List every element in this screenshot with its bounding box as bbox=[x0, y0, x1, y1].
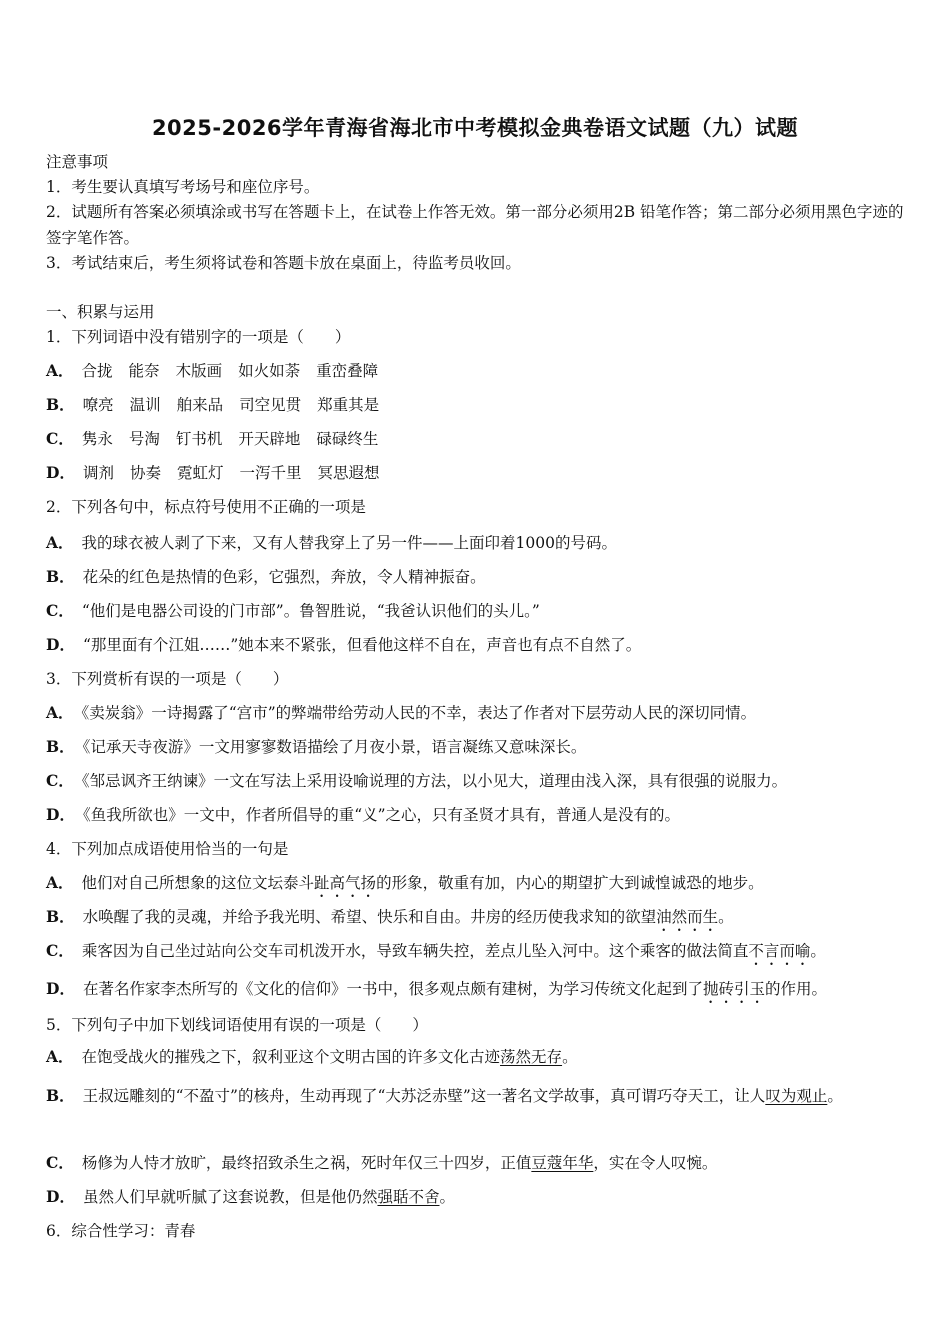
option-letter: D． bbox=[46, 635, 75, 654]
dotted-idiom: 趾高气扬 bbox=[314, 874, 377, 892]
option-text: “那里面有个江姐……”她本来不紧张，但看他这样不自在，声音也有点不自然了。 bbox=[82, 636, 642, 654]
option-row bbox=[46, 1047, 578, 1067]
option-text: 。 bbox=[810, 942, 826, 960]
option-row bbox=[46, 737, 586, 757]
option-letter: A． bbox=[46, 1047, 74, 1066]
option-row bbox=[46, 1187, 455, 1207]
option-letter: D． bbox=[46, 463, 75, 482]
option-letter: B． bbox=[46, 567, 75, 586]
option-letter: B． bbox=[46, 1086, 75, 1105]
option-text: 《卖炭翁》一诗揭露了“宫市”的弊端带给劳动人民的不幸，表达了作者对下层劳动人民的深切同情。 bbox=[81, 704, 757, 722]
option-row bbox=[46, 771, 787, 791]
option-text: 。 bbox=[827, 1087, 843, 1105]
option-letter: A． bbox=[46, 873, 74, 892]
option-text: 王叔远雕刻的“不盈寸”的核舟，生动再现了“大苏泛赤壁”这一著名文学故事，真可谓巧夺天工，让人 bbox=[82, 1087, 766, 1105]
option-letter: C． bbox=[46, 429, 74, 448]
word: 调剂 bbox=[82, 464, 114, 482]
option-text: 《记承天寺夜游》一文用寥寥数语描绘了月夜小景，语言凝练又意味深长。 bbox=[82, 738, 587, 756]
underlined-term: 叹为观止 bbox=[765, 1087, 828, 1105]
dotted-idiom: 抛砖引玉 bbox=[702, 980, 765, 998]
option-letter: B． bbox=[46, 737, 75, 756]
option-row bbox=[46, 601, 540, 621]
word: 能奈 bbox=[128, 362, 160, 380]
option-text: 《鱼我所欲也》一文中，作者所倡导的重“义”之心，只有圣贤才具有，普通人是没有的。 bbox=[82, 806, 681, 824]
option-letter: C． bbox=[46, 1153, 74, 1172]
word: 冥思遐想 bbox=[317, 464, 380, 482]
word: 霓虹灯 bbox=[176, 464, 224, 482]
option-text: “他们是电器公司设的门市部”。鲁智胜说，“我爸认识他们的头儿。” bbox=[81, 602, 540, 620]
option-row bbox=[46, 635, 641, 655]
question-stem: 3．下列赏析有误的一项是（ ） bbox=[46, 670, 289, 688]
word: 钉书机 bbox=[175, 430, 223, 448]
option-row bbox=[46, 463, 396, 483]
question-stem: 2．下列各句中，标点符号使用不正确的一项是 bbox=[46, 498, 366, 516]
option-letter: D． bbox=[46, 1187, 75, 1206]
option-row bbox=[46, 805, 680, 825]
option-letter: D． bbox=[46, 805, 75, 824]
option-letter: C． bbox=[46, 771, 74, 790]
underlined-term: 荡然无存 bbox=[500, 1048, 563, 1066]
underlined-term: 豆蔻年华 bbox=[531, 1154, 594, 1172]
option-letter: B． bbox=[46, 907, 75, 926]
option-row bbox=[46, 395, 395, 415]
option-text: 他们对自己所想象的这位文坛泰斗 bbox=[81, 874, 315, 892]
dotted-idiom: 不言而喻 bbox=[748, 942, 811, 960]
option-row bbox=[46, 873, 764, 901]
option-text: 花朵的红色是热情的色彩，它强烈，奔放，令人精神振奋。 bbox=[82, 568, 486, 586]
word: 一泻千里 bbox=[239, 464, 302, 482]
option-letter: A． bbox=[46, 533, 74, 552]
option-text: 的形象，敬重有加，内心的期望扩大到诚惶诚恐的地步。 bbox=[376, 874, 764, 892]
option-row bbox=[46, 1153, 717, 1173]
word: 舶来品 bbox=[176, 396, 224, 414]
option-letter: C． bbox=[46, 601, 74, 620]
word: 号淘 bbox=[128, 430, 160, 448]
option-letter: B． bbox=[46, 395, 75, 414]
option-text: 我的球衣被人剥了下来，又有人替我穿上了另一件——上面印着1000的号码。 bbox=[81, 534, 617, 552]
word: 郑重其是 bbox=[317, 396, 380, 414]
underlined-term: 强聒不舍 bbox=[377, 1188, 440, 1206]
option-row bbox=[46, 361, 394, 381]
option-letter: A． bbox=[46, 703, 74, 722]
option-row bbox=[46, 533, 617, 553]
option-text: 。 bbox=[562, 1048, 578, 1066]
word: 司空见贯 bbox=[239, 396, 302, 414]
option-row bbox=[46, 703, 756, 723]
option-row bbox=[46, 1077, 908, 1115]
option-row bbox=[46, 907, 734, 935]
word: 温训 bbox=[129, 396, 161, 414]
option-text: 的作用。 bbox=[764, 980, 827, 998]
option-letter: D． bbox=[46, 979, 75, 998]
word: 开天辟地 bbox=[238, 430, 301, 448]
word: 如火如荼 bbox=[238, 362, 301, 380]
word: 隽永 bbox=[81, 430, 113, 448]
section-heading: 一、积累与运用 bbox=[46, 303, 155, 321]
word: 嘹亮 bbox=[82, 396, 114, 414]
page-title: 2025-2026学年青海省海北市中考模拟金典卷语文试题（九）试题 bbox=[151, 116, 799, 140]
question-stem: 1．下列词语中没有错别字的一项是（ ） bbox=[46, 328, 351, 346]
notice-item: 1．考生要认真填写考场号和座位序号。 bbox=[46, 178, 320, 196]
option-text: 乘客因为自己坐过站向公交车司机泼开水，导致车辆失控，差点儿坠入河中。这个乘客的做法简直 bbox=[81, 942, 749, 960]
word: 协奏 bbox=[129, 464, 161, 482]
dotted-idiom: 油然而生 bbox=[656, 908, 719, 926]
question-stem: 5．下列句子中加下划线词语使用有误的一项是（ ） bbox=[46, 1016, 428, 1034]
option-row bbox=[46, 429, 394, 449]
word: 木版画 bbox=[175, 362, 223, 380]
word: 碌碌终生 bbox=[316, 430, 379, 448]
option-text: 水唤醒了我的灵魂，并给予我光明、希望、快乐和自由。井房的经历使我求知的欲望 bbox=[82, 908, 657, 926]
notice-item: 2．试题所有答案必须填涂或书写在答题卡上，在试卷上作答无效。第一部分必须用2B 铅笔作答；第二部分必须用黑色字迹的签字笔作答。 bbox=[46, 203, 904, 247]
option-row bbox=[46, 567, 486, 587]
word: 重峦叠障 bbox=[316, 362, 379, 380]
option-text: ，实在令人叹惋。 bbox=[593, 1154, 718, 1172]
question-stem: 4．下列加点成语使用恰当的一句是 bbox=[46, 840, 289, 858]
option-letter: A． bbox=[46, 361, 74, 380]
option-text: 。 bbox=[439, 1188, 455, 1206]
option-text: 杨修为人恃才放旷，最终招致杀生之祸，死时年仅三十四岁，正值 bbox=[81, 1154, 532, 1172]
option-letter: C． bbox=[46, 941, 74, 960]
option-text: 在著名作家李杰所写的《文化的信仰》一书中，很多观点颇有建树，为学习传统文化起到了 bbox=[82, 980, 703, 998]
notice-heading: 注意事项 bbox=[46, 153, 109, 171]
option-text: 在饱受战火的摧残之下，叙利亚这个文明古国的许多文化古迹 bbox=[81, 1048, 501, 1066]
word: 合拢 bbox=[81, 362, 113, 380]
notice-item: 3．考试结束后，考生须将试卷和答题卡放在桌面上，待监考员收回。 bbox=[46, 254, 521, 272]
option-row bbox=[46, 941, 826, 969]
option-text: 虽然人们早就听腻了这套说教，但是他仍然 bbox=[82, 1188, 378, 1206]
option-text: 《邹忌讽齐王纳谏》一文在写法上采用设喻说理的方法，以小见大，道理由浅入深，具有很强的说服力。 bbox=[81, 772, 788, 790]
option-text: 。 bbox=[718, 908, 734, 926]
option-row bbox=[46, 979, 827, 1007]
question-stem: 6．综合性学习：青春 bbox=[46, 1222, 196, 1240]
